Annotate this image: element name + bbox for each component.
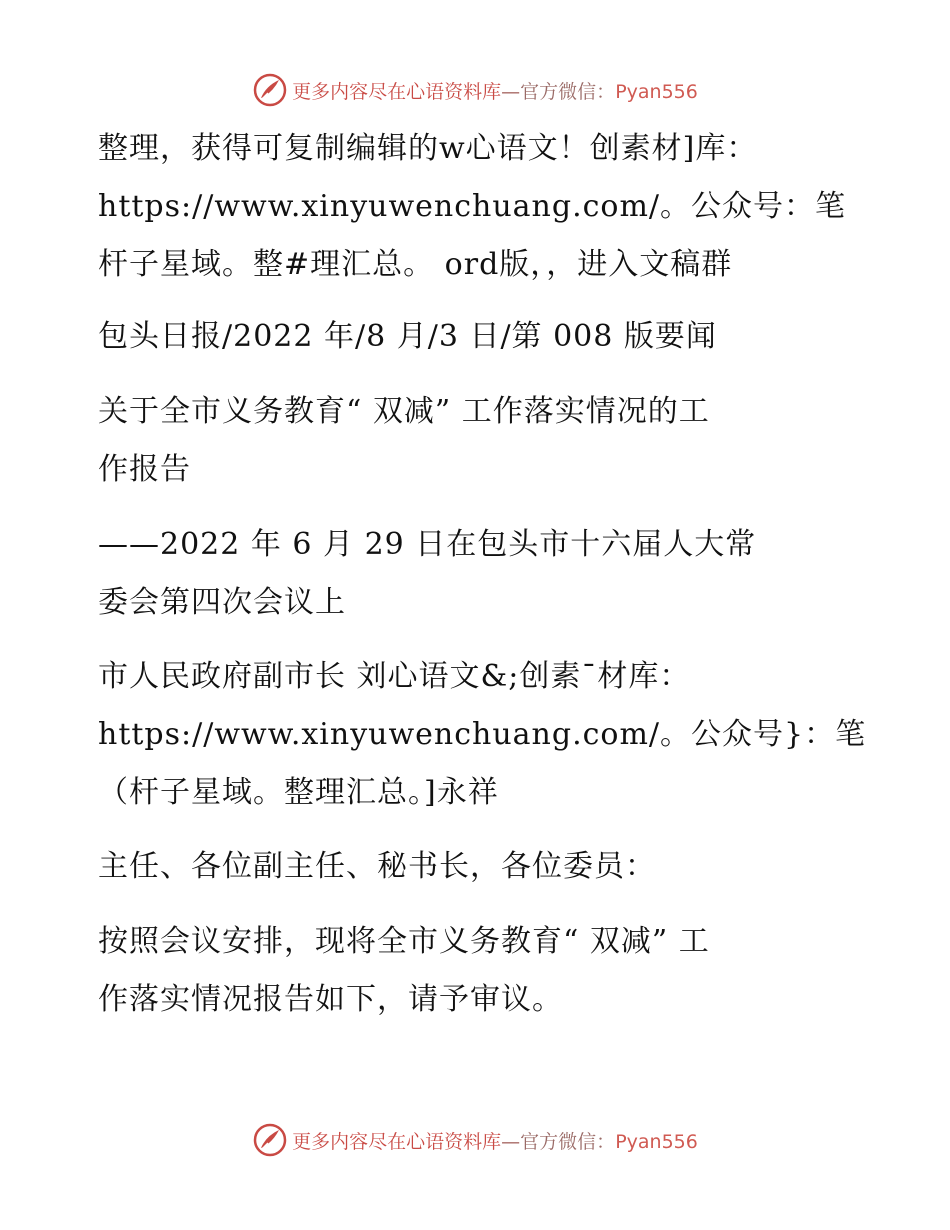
text-line: ——2022 年 6 月 29 日在包头市十六届人大常 xyxy=(98,527,757,562)
text-line: 委会第四次会议上 xyxy=(98,585,346,620)
text-line: 作落实情况报告如下，请予审议。 xyxy=(98,982,563,1017)
text-line: 主任、各位副主任、秘书长，各位委员： xyxy=(98,849,656,884)
footer-banner xyxy=(0,1120,950,1160)
paragraph-source-notice xyxy=(98,120,858,294)
quill-pen-logo-icon xyxy=(252,1122,288,1158)
text-line: https://www.xinyuwenchuang.com/。公众号：笔 xyxy=(98,189,847,224)
paragraph-speaker xyxy=(98,648,867,822)
paragraph-newspaper-source xyxy=(98,308,858,366)
banner-text xyxy=(292,1127,698,1154)
text-line: 市人民政府副市长 刘心语文&;创素¯材库： xyxy=(98,659,691,694)
paragraph-intro xyxy=(98,913,858,1029)
text-line: 包头日报/2022 年/8 月/3 日/第 008 版要闻 xyxy=(98,319,717,354)
banner-wechat-id: Pyan556 xyxy=(615,1130,698,1153)
paragraph-salutation xyxy=(98,838,858,896)
text-line: 杆子星域。整#理汇总。 ord版，，进入文稿群 xyxy=(98,247,733,282)
text-line: 作报告 xyxy=(98,452,191,487)
banner-wechat-id: Pyan556 xyxy=(615,80,698,103)
text-line: 按照会议安排，现将全市义务教育“ 双减” 工 xyxy=(98,924,710,959)
quill-pen-logo-icon xyxy=(252,72,288,108)
paragraph-meeting-date xyxy=(98,516,858,632)
banner-wechat-label: 官方微信： xyxy=(520,1130,616,1153)
banner-wechat-label: 官方微信： xyxy=(520,80,616,103)
banner-dash: — xyxy=(501,80,521,103)
text-line: （杆子星域。整理汇总。]永祥 xyxy=(98,775,499,810)
paragraph-report-title xyxy=(98,383,858,499)
banner-main-text: 更多内容尽在心语资料库 xyxy=(292,1130,502,1153)
banner-text xyxy=(292,77,698,104)
text-line: 整理，获得可复制编辑的w心语文！创素材]库： xyxy=(98,131,758,166)
text-line: https://www.xinyuwenchuang.com/。公众号}：笔 xyxy=(98,717,867,752)
text-line: 关于全市义务教育“ 双减” 工作落实情况的工 xyxy=(98,394,710,429)
banner-main-text: 更多内容尽在心语资料库 xyxy=(292,80,502,103)
banner-dash: — xyxy=(501,1130,521,1153)
header-banner xyxy=(0,70,950,110)
